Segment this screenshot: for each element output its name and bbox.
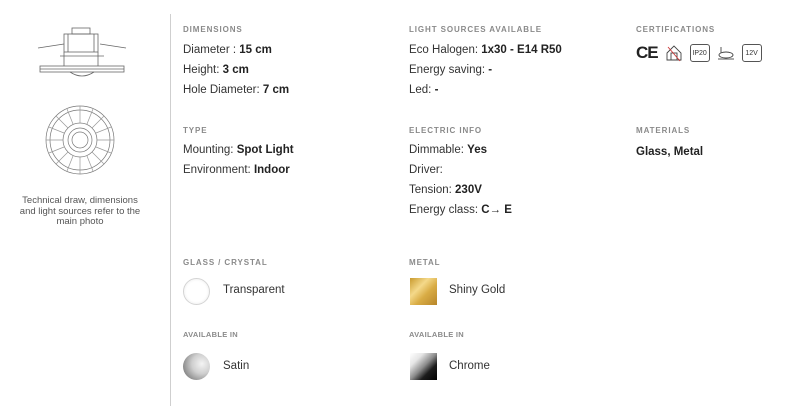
mounting-key: Mounting: bbox=[183, 144, 237, 156]
driver-key: Driver: bbox=[409, 164, 443, 176]
recessed-lamp-icon bbox=[716, 44, 736, 62]
transparent-label: Transparent bbox=[223, 284, 285, 296]
energy-saving-value: - bbox=[488, 64, 493, 76]
led-key: Led: bbox=[409, 84, 435, 96]
metal-available-heading: AVAILABLE IN bbox=[409, 330, 464, 339]
chrome-label: Chrome bbox=[449, 360, 490, 372]
glass-crystal-heading: GLASS / CRYSTAL bbox=[183, 258, 268, 267]
eco-halogen-key: Eco Halogen: bbox=[409, 44, 482, 56]
dimmable-value: Yes bbox=[467, 144, 487, 156]
materials-heading: MATERIALS bbox=[636, 126, 691, 135]
hole-diameter-value: 7 cm bbox=[262, 84, 290, 96]
height-key: Height: bbox=[183, 64, 223, 76]
metal-heading: METAL bbox=[409, 258, 441, 267]
shiny-gold-swatch bbox=[410, 278, 437, 305]
energy-class-value: C→ E bbox=[481, 204, 512, 216]
column-divider bbox=[170, 14, 171, 406]
materials-line bbox=[636, 146, 703, 158]
shiny-gold-label: Shiny Gold bbox=[449, 284, 506, 296]
diameter-line bbox=[183, 44, 272, 56]
technical-note-line: Technical draw, dimensions bbox=[22, 195, 138, 206]
dimmable-line bbox=[409, 144, 487, 156]
energy-saving-line bbox=[409, 64, 492, 76]
technical-note bbox=[4, 196, 156, 228]
diameter-key: Diameter : bbox=[183, 44, 240, 56]
environment-value: Indoor bbox=[253, 164, 290, 176]
ce-mark-icon: CE bbox=[636, 43, 658, 62]
light-sources-heading: LIGHT SOURCES AVAILABLE bbox=[409, 25, 542, 34]
chrome-swatch bbox=[410, 353, 437, 380]
height-line bbox=[183, 64, 249, 76]
energy-class-line bbox=[409, 204, 512, 216]
technical-drawing-panel bbox=[0, 0, 170, 417]
glass-available-heading: AVAILABLE IN bbox=[183, 330, 238, 339]
height-value: 3 cm bbox=[222, 64, 249, 76]
12v-icon: 12V bbox=[742, 44, 762, 62]
diameter-value: 15 cm bbox=[239, 44, 272, 56]
top-view-drawing bbox=[42, 98, 118, 182]
type-heading: TYPE bbox=[183, 126, 208, 135]
electric-info-heading: ELECTRIC INFO bbox=[409, 126, 483, 135]
transparent-swatch bbox=[183, 278, 210, 305]
satin-label: Satin bbox=[223, 360, 250, 372]
materials-value: Glass, Metal bbox=[636, 146, 704, 158]
dimmable-key: Dimmable: bbox=[409, 144, 468, 156]
mounting-line bbox=[183, 144, 294, 156]
house-bin-icon bbox=[664, 43, 684, 63]
energy-saving-key: Energy saving: bbox=[409, 64, 489, 76]
hole-diameter-key: Hole Diameter: bbox=[183, 84, 263, 96]
mounting-value: Spot Light bbox=[236, 144, 294, 156]
technical-note-line: and light sources refer to the bbox=[19, 205, 141, 217]
driver-line bbox=[409, 164, 443, 176]
led-value: - bbox=[434, 84, 439, 96]
tension-line bbox=[409, 184, 482, 196]
satin-swatch bbox=[183, 353, 210, 380]
environment-key: Environment: bbox=[183, 164, 254, 176]
environment-line bbox=[183, 164, 290, 176]
certification-icons bbox=[636, 43, 762, 63]
technical-note-line: main photo bbox=[56, 216, 104, 227]
ip20-rating-icon: IP20 bbox=[690, 44, 710, 62]
side-view-drawing bbox=[34, 20, 130, 88]
eco-halogen-value: 1x30 - E14 R50 bbox=[481, 44, 562, 56]
led-line bbox=[409, 84, 438, 96]
eco-halogen-line bbox=[409, 44, 562, 56]
tension-value: 230V bbox=[455, 184, 482, 196]
certifications-heading: CERTIFICATIONS bbox=[636, 25, 716, 34]
dimensions-heading: DIMENSIONS bbox=[183, 25, 243, 34]
tension-key: Tension: bbox=[409, 184, 456, 196]
energy-class-key: Energy class: bbox=[409, 204, 482, 216]
hole-diameter-line bbox=[183, 84, 289, 96]
